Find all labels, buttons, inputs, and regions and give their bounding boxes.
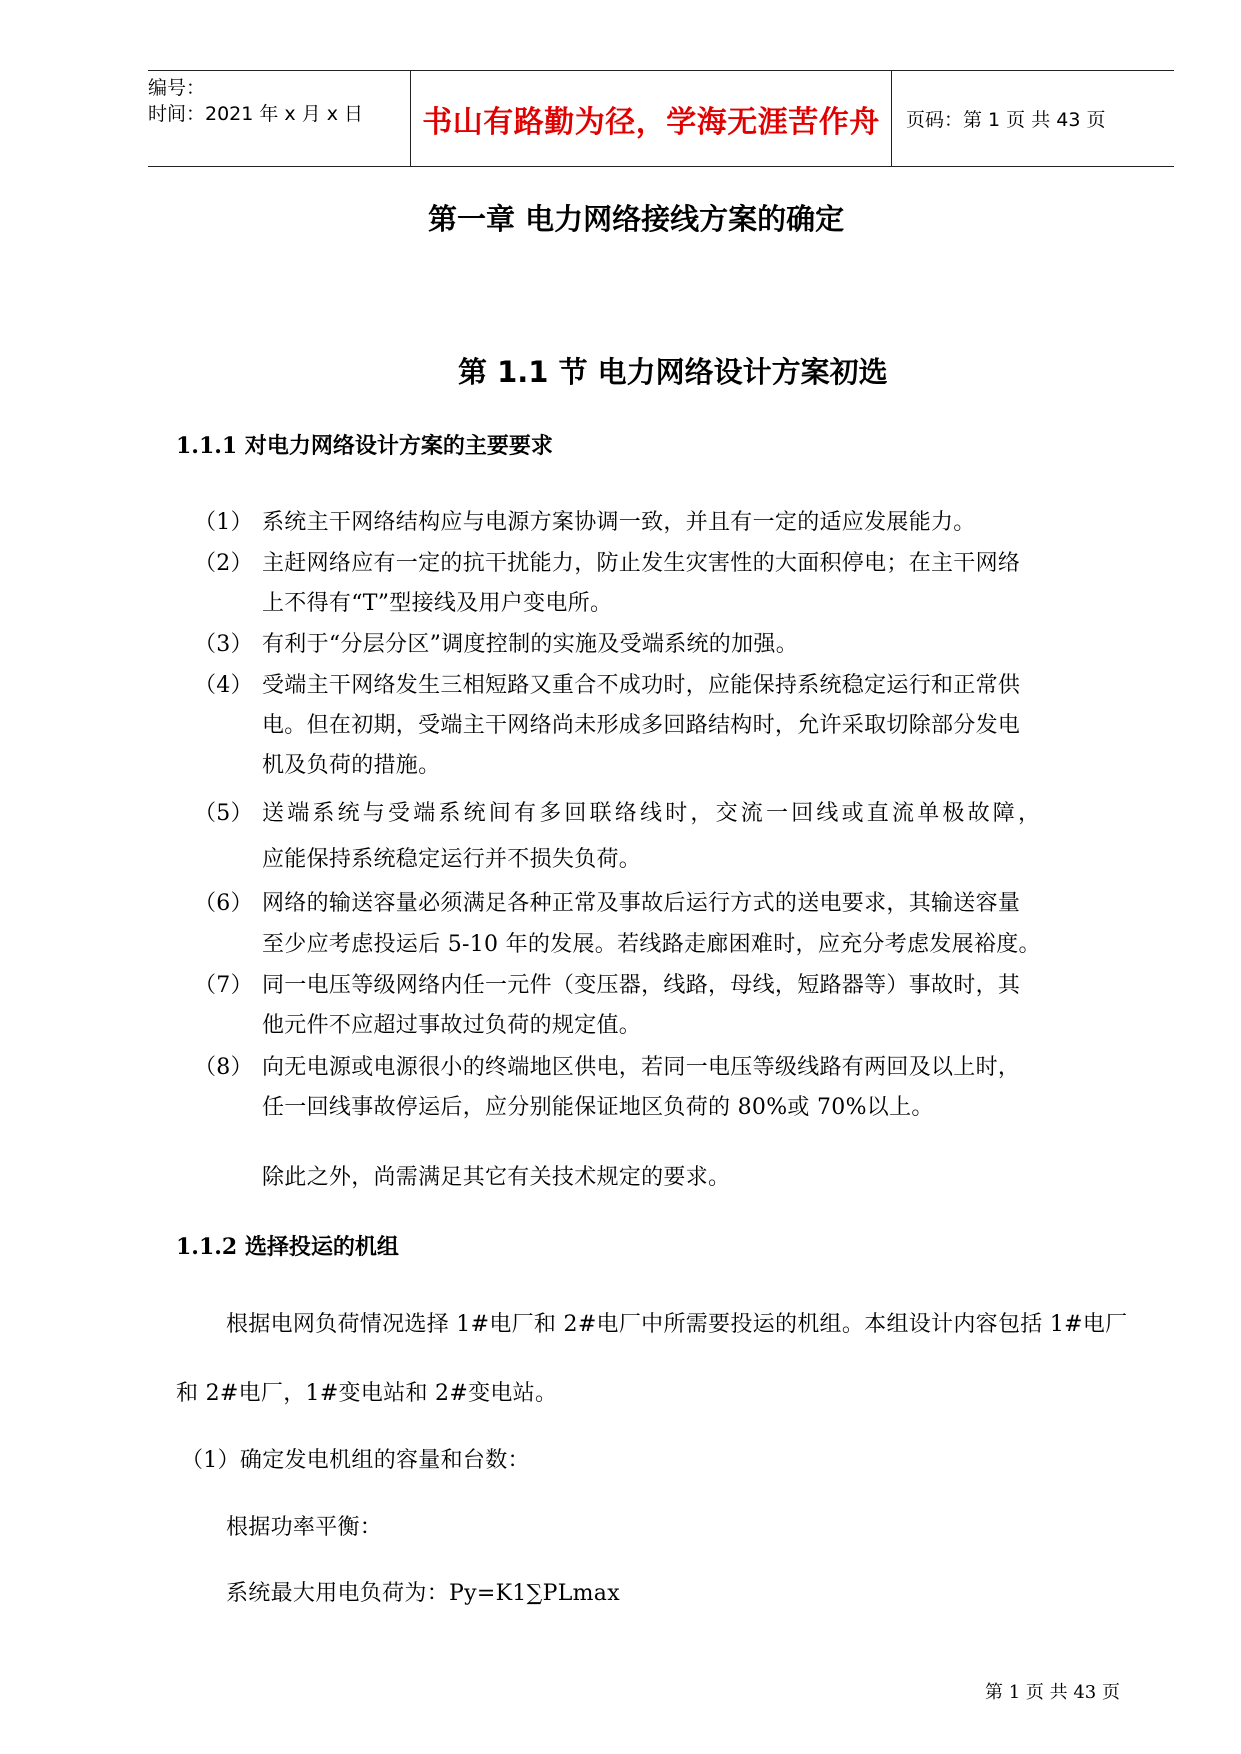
list-item-text: 电。但在初期，受端主干网络尚未形成多回路结构时，允许采取切除部分发电 bbox=[262, 713, 1021, 738]
doc-time-label: 时间：2021 年 x 月 x 日 bbox=[148, 103, 364, 125]
list-item-text: 任一回线事故停运后，应分别能保证地区负荷的 80%或 70%以上。 bbox=[262, 1095, 934, 1120]
body-paragraph-line: 根据功率平衡： bbox=[226, 1515, 383, 1540]
section-title: 第 1.1 节 电力网络设计方案初选 bbox=[458, 355, 888, 389]
list-item-number: （4） bbox=[194, 673, 253, 698]
list-item-number: （2） bbox=[194, 551, 253, 576]
list-item-text: 应能保持系统稳定运行并不损失负荷。 bbox=[262, 847, 642, 872]
list-item-number: （3） bbox=[194, 632, 253, 657]
list-item-number: （6） bbox=[194, 891, 253, 916]
page-header bbox=[148, 70, 1174, 167]
header-motto-cell bbox=[410, 71, 892, 166]
list-item-text: 向无电源或电源很小的终端地区供电，若同一电压等级线路有两回及以上时， bbox=[262, 1055, 1021, 1080]
list-item-text: 有利于“分层分区”调度控制的实施及受端系统的加强。 bbox=[262, 632, 798, 657]
list-item-number: （1） bbox=[194, 510, 253, 535]
chapter-title: 第一章 电力网络接线方案的确定 bbox=[428, 202, 845, 236]
numbered-step: （1）确定发电机组的容量和台数： bbox=[181, 1448, 530, 1473]
header-info bbox=[148, 71, 410, 170]
list-item-text: 机及负荷的措施。 bbox=[262, 753, 441, 778]
list-item-text: 至少应考虑投运后 5-10 年的发展。若线路走廊困难时，应充分考虑发展裕度。 bbox=[262, 932, 1041, 957]
list-item-number: （5） bbox=[194, 801, 253, 826]
list-item-text: 他元件不应超过事故过负荷的规定值。 bbox=[262, 1013, 642, 1038]
list-item-text: 同一电压等级网络内任一元件（变压器，线路，母线，短路器等）事故时，其 bbox=[262, 973, 1021, 998]
list-item-number: （8） bbox=[194, 1055, 253, 1080]
formula-line: 系统最大用电负荷为：Py=K1∑PLmax bbox=[226, 1581, 620, 1606]
body-paragraph-line: 和 2#电厂，1#变电站和 2#变电站。 bbox=[176, 1381, 558, 1406]
subsection-title-1-1-1: 1.1.1 对电力网络设计方案的主要要求 bbox=[176, 433, 553, 459]
doc-number-label: 编号： bbox=[148, 77, 206, 99]
list-item-text: 主赶网络应有一定的抗干扰能力，防止发生灾害性的大面积停电；在主干网络 bbox=[262, 551, 1021, 576]
body-paragraph-line: 根据电网负荷情况选择 1#电厂和 2#电厂中所需要投运的机组。本组设计内容包括 1#电厂 bbox=[226, 1312, 1128, 1337]
page-footer: 第 1 页 共 43 页 bbox=[985, 1682, 1120, 1703]
header-page-code: 页码：第 1 页 共 43 页 bbox=[906, 109, 1106, 131]
list-item-text: 受端主干网络发生三相短路又重合不成功时，应能保持系统稳定运行和正常供 bbox=[262, 673, 1021, 698]
list-item-text: 上不得有“T”型接线及用户变电所。 bbox=[262, 591, 613, 616]
closing-paragraph: 除此之外，尚需满足其它有关技术规定的要求。 bbox=[262, 1165, 731, 1190]
list-item-text: 系统主干网络结构应与电源方案协调一致，并且有一定的适应发展能力。 bbox=[262, 510, 976, 535]
subsection-title-1-1-2: 1.1.2 选择投运的机组 bbox=[176, 1234, 399, 1260]
list-item-text: 送端系统与受端系统间有多回联络线时，交流一回线或直流单极故障， bbox=[262, 801, 1044, 826]
header-motto: 书山有路勤为径，学海无涯苦作舟 bbox=[422, 104, 880, 140]
list-item-text: 网络的输送容量必须满足各种正常及事故后运行方式的送电要求，其输送容量 bbox=[262, 891, 1021, 916]
list-item-number: （7） bbox=[194, 973, 253, 998]
